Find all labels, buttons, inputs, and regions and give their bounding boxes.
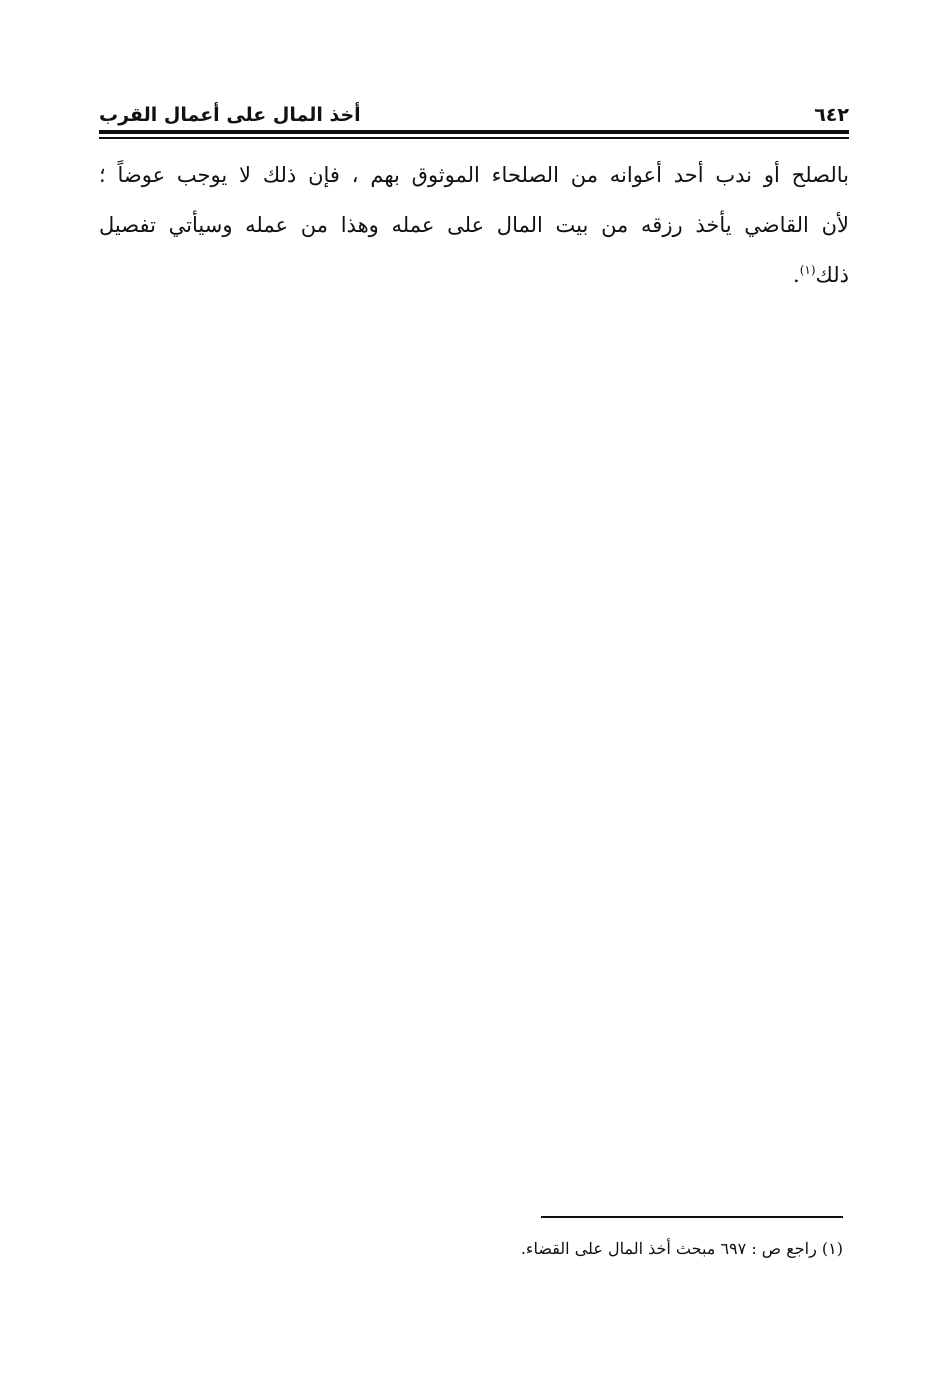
body-line-1: بالصلح أو ندب أحد أعوانه من الصلحاء الموثوق بهم ، فإن ذلك لا يوجب عوضاً ؛ <box>99 163 849 187</box>
footnote-1 <box>99 1234 843 1264</box>
header-rule-thin <box>99 137 849 139</box>
footnote-text: راجع ص : ٦٩٧ مبحث أخذ المال على القضاء. <box>520 1239 817 1258</box>
body-line-3-end: . <box>793 263 800 287</box>
body-line-3 <box>99 250 849 300</box>
body-text <box>99 150 849 300</box>
page-number: ٦٤٢ <box>814 104 849 126</box>
running-header <box>99 88 849 126</box>
header-rule-thick <box>99 130 849 134</box>
header-rule <box>99 130 849 140</box>
footnote-reference-marker[interactable]: (١) <box>799 263 816 277</box>
body-line-3-text: ذلك <box>815 263 849 287</box>
footnote-separator-rule <box>541 1216 843 1218</box>
running-title: أخذ المال على أعمال القرب <box>99 104 361 126</box>
footnotes <box>99 1234 843 1264</box>
footnote-marker: (١) <box>821 1239 843 1258</box>
body-line-2: لأن القاضي يأخذ رزقه من بيت المال على عمله وهذا من عمله وسيأتي تفصيل <box>99 213 849 237</box>
